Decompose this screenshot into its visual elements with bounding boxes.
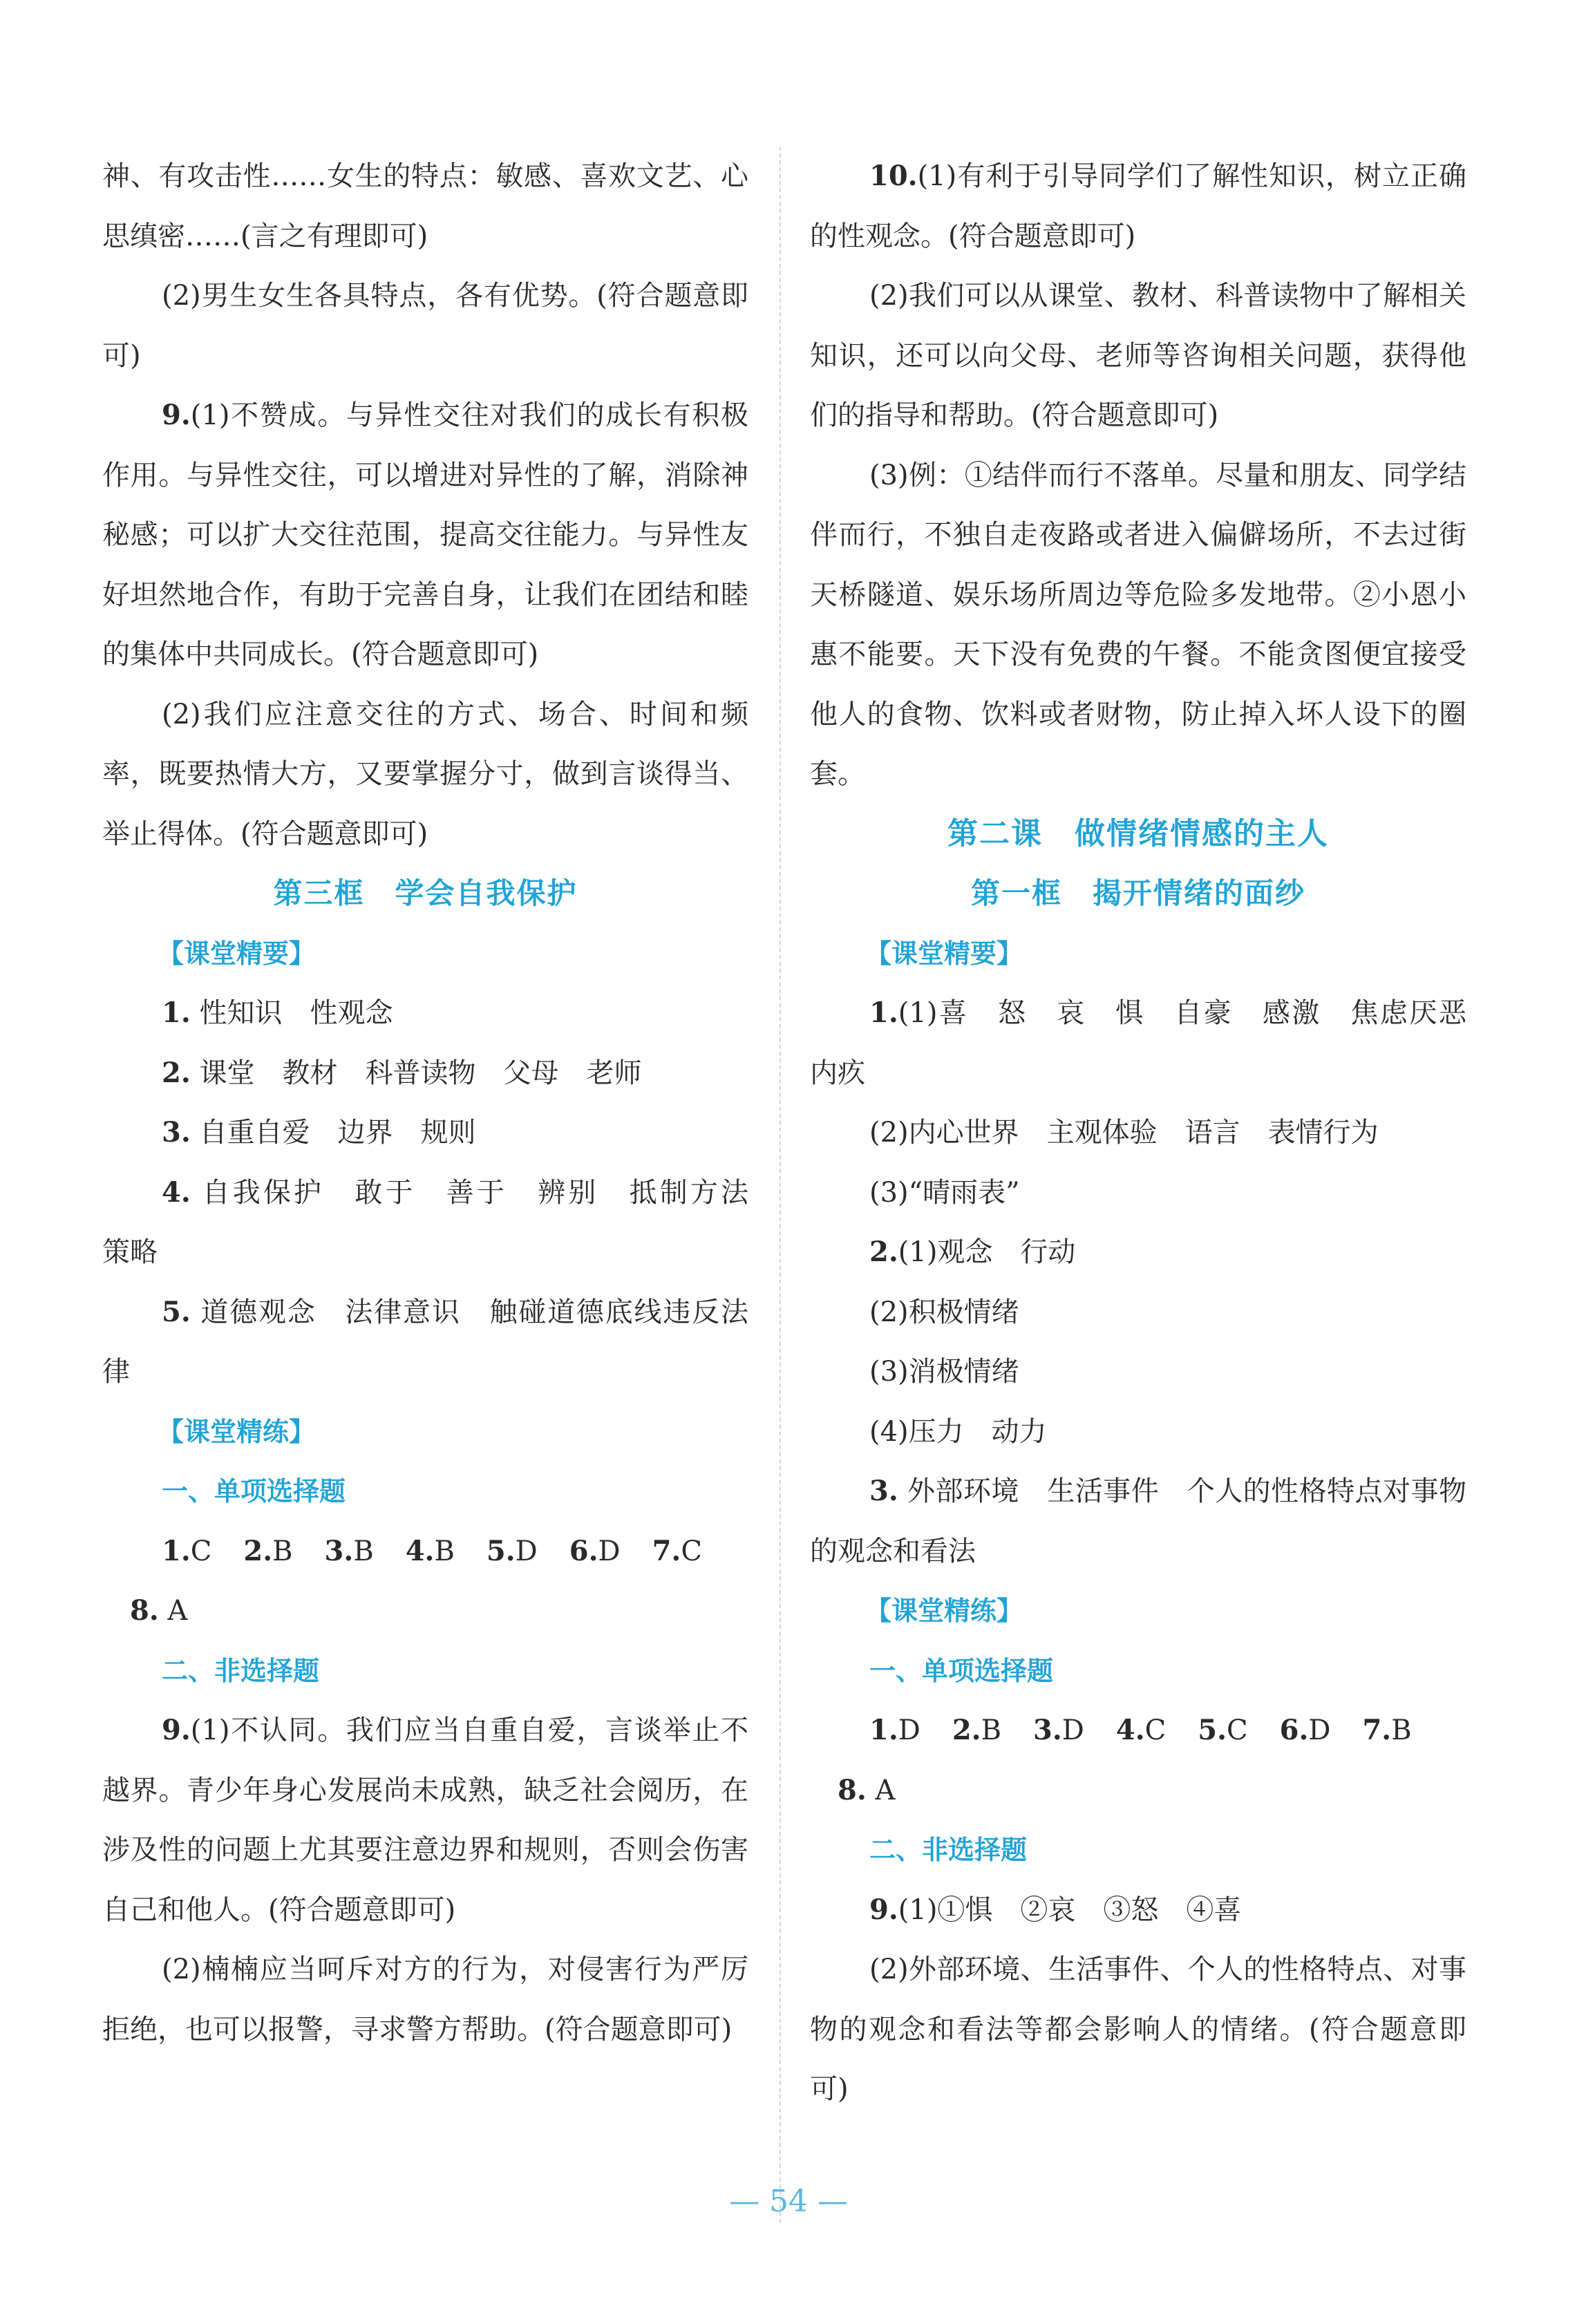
question-number: 9. (162, 399, 191, 431)
item-text: 性知识 性观念 (199, 997, 393, 1029)
mc-answer: 6.D (569, 1534, 621, 1567)
item-text: (1)喜 怒 哀 惧 自豪 感激 焦虑厌恶 内疚 (810, 997, 1494, 1089)
mc-answer: 3.D (1033, 1714, 1084, 1746)
item-text: 自我保护 敢于 善于 辨别 抵制方法 策略 (102, 1176, 777, 1268)
mc-answer: 3.B (324, 1534, 374, 1567)
paragraph: (2)外部环境、生活事件、个人的性格特点、对事物的观念和看法等都会影响人的情绪。(符合题意即可) (810, 1954, 1466, 2105)
answer-9 (810, 1880, 1466, 1940)
mc-answer: 6.D (1279, 1714, 1331, 1746)
answer-text: (1)不认同。我们应当自重自爱，言谈举止不越界。青少年身心发展尚未成熟，缺乏社会阅历，在涉及性的问题上尤其要注意边界和规则，否则会伤害自己和他人。(符合题意即可) (102, 1714, 748, 1926)
paragraph: (2)积极情绪 (869, 1296, 1019, 1328)
section-tag: 【课堂精练】 (865, 1596, 1023, 1626)
mc-answer: 4.B (405, 1534, 455, 1567)
mc-answers-row (810, 1701, 1466, 1761)
key-point-2 (810, 1222, 1466, 1283)
item-number: 1. (162, 996, 191, 1029)
paragraph: (3)“晴雨表” (869, 1176, 1020, 1209)
mc-answer: 7.B (1362, 1714, 1412, 1746)
answer-10 (810, 147, 1466, 266)
section-tag: 【课堂精要】 (865, 938, 1023, 969)
mc-answer-8: 8. A (838, 1773, 896, 1806)
section-heading: 二、非选择题 (162, 1655, 320, 1686)
answer-9 (102, 1701, 748, 1940)
column-divider (780, 147, 781, 2223)
item-number: 3. (869, 1475, 898, 1507)
key-point-3 (810, 1462, 1466, 1581)
item-number: 2. (869, 1236, 898, 1268)
item-text: 自重自爱 边界 规则 (199, 1117, 476, 1149)
left-column (102, 147, 777, 2059)
key-point-2 (102, 1043, 748, 1104)
answer-9 (102, 386, 748, 685)
paragraph: (2)内心世界 主观体验 语言 表情行为 (869, 1117, 1379, 1149)
item-text: 课堂 教材 科普读物 父母 老师 (199, 1057, 642, 1089)
mc-answer-8: 8. A (130, 1594, 188, 1627)
key-point-4 (102, 1163, 777, 1283)
mc-answer: 2.B (952, 1714, 1002, 1746)
right-column (810, 147, 1494, 2119)
paragraph: (3)例：①结伴而行不落单。尽量和朋友、同学结伴而行，不独自走夜路或者进入偏僻场所，不去过街天桥隧道、娱乐场所周边等危险多发地带。②小恩小惠不能要。天下没有免费的午餐。不能贪图便宜接受他人的食物、饮料或者财物，防止掉入坏人设下的圈套。 (810, 459, 1466, 790)
section-heading: 一、单项选择题 (869, 1655, 1054, 1686)
mc-answer: 7.C (652, 1534, 702, 1567)
frame-title: 第三框 学会自我保护 (273, 876, 578, 910)
question-number: 9. (869, 1893, 898, 1926)
paragraph: 神、有攻击性……女生的特点：敏感、喜欢文艺、心思缜密……(言之有理即可) (102, 160, 748, 252)
item-number: 4. (162, 1175, 191, 1209)
key-point-3 (102, 1103, 748, 1163)
item-text: 道德观念 法律意识 触碰道德底线违反法律 (102, 1296, 749, 1388)
paragraph: (2)楠楠应当呵斥对方的行为，对侵害行为严厉拒绝，也可以报警，寻求警方帮助。(符合题意即可) (102, 1954, 748, 2046)
mc-answer: 1.C (162, 1534, 212, 1567)
section-heading: 二、非选择题 (869, 1835, 1028, 1865)
mc-answer: 5.D (486, 1534, 538, 1567)
question-number: 10. (869, 160, 918, 192)
section-heading: 一、单项选择题 (162, 1476, 346, 1506)
section-tag: 【课堂精要】 (158, 938, 316, 969)
frame-title: 第一框 揭开情绪的面纱 (970, 876, 1305, 910)
item-text: (1)观念 行动 (898, 1236, 1076, 1268)
answer-text: (1)不赞成。与异性交往对我们的成长有积极作用。与异性交往，可以增进对异性的了解，消除神秘感；可以扩大交往范围，提高交往能力。与异性友好坦然地合作，有助于完善自身，让我们在团结和睦的集体中共同成长。(符合题意即可) (102, 399, 748, 670)
item-number: 2. (162, 1056, 191, 1089)
page-number: — 54 — (729, 2184, 848, 2219)
section-tag: 【课堂精练】 (158, 1416, 316, 1447)
paragraph: (2)我们可以从课堂、教材、科普读物中了解相关知识，还可以向父母、老师等咨询相关问题，获得他们的指导和帮助。(符合题意即可) (810, 280, 1466, 431)
mc-answer: 5.C (1198, 1714, 1248, 1746)
paragraph: (2)男生女生各具特点，各有优势。(符合题意即可) (102, 280, 748, 372)
mc-answer: 2.B (243, 1534, 293, 1567)
item-text: 外部环境 生活事件 个人的性格特点对事物的观念和看法 (810, 1475, 1467, 1567)
answer-text: (1)有利于引导同学们了解性知识，树立正确的性观念。(符合题意即可) (810, 160, 1466, 252)
item-number: 5. (162, 1295, 191, 1328)
answer-text: (1)①惧 ②哀 ③怒 ④喜 (898, 1893, 1242, 1926)
key-point-1 (102, 983, 748, 1043)
item-number: 3. (162, 1116, 191, 1149)
lesson-title: 第二课 做情绪情感的主人 (947, 815, 1329, 851)
mc-answer: 4.C (1115, 1714, 1167, 1746)
paragraph: (4)压力 动力 (869, 1415, 1047, 1448)
paragraph: (2)我们应注意交往的方式、场合、时间和频率，既要热情大方，又要掌握分寸，做到言谈得当、举止得体。(符合题意即可) (102, 698, 748, 850)
mc-answers-row (102, 1522, 748, 1582)
question-number: 9. (162, 1714, 191, 1746)
item-number: 1. (869, 996, 898, 1029)
mc-answer: 1.D (869, 1714, 920, 1746)
key-point-1 (810, 983, 1494, 1103)
key-point-5 (102, 1283, 748, 1402)
paragraph: (3)消极情绪 (869, 1356, 1019, 1388)
